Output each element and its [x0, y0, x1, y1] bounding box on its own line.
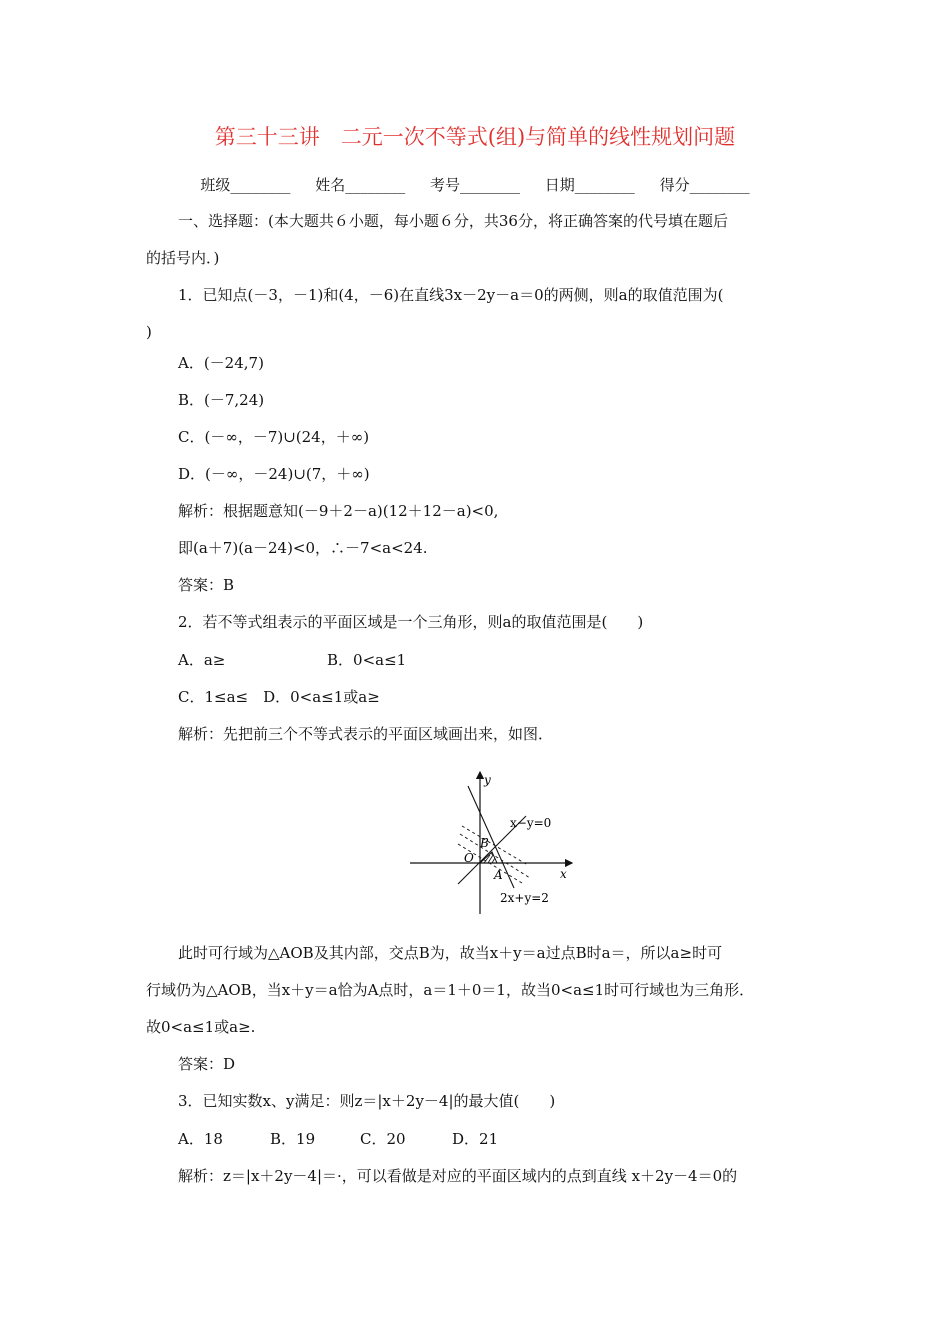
- x-axis-label: x: [560, 867, 567, 881]
- q3-option-c: C．20: [360, 1130, 406, 1148]
- hatch: [492, 858, 495, 863]
- score-field: 得分________: [659, 176, 750, 194]
- y-axis-label: y: [484, 773, 491, 787]
- q2-stem: 2．若不等式组表示的平面区域是一个三角形，则a的取值范围是( ): [178, 613, 644, 631]
- point-b-label: B: [480, 836, 489, 850]
- origin-label: O: [464, 851, 474, 865]
- q2-answer: 答案：D: [178, 1055, 236, 1073]
- line2-label: 2x+y=2: [500, 891, 549, 905]
- point-a-label: A: [494, 868, 503, 882]
- q2-explain-3: 故0<a≤1或a≥.: [146, 1018, 256, 1036]
- region-figure: [400, 766, 585, 916]
- q3-analysis: 解析：z＝|x＋2y－4|＝·，可以看做是对应的平面区域内的点到直线 x＋2y－4＝0的: [178, 1167, 738, 1185]
- q3-option-b: B．19: [270, 1130, 316, 1148]
- q2-explain-2: 行域仍为△AOB，当x＋y＝a恰为A点时，a＝1＋0＝1，故当0<a≤1时可行域也为三角形．: [146, 981, 755, 999]
- q1-option-b: B．(－7,24): [178, 391, 265, 409]
- q3-option-a: A．18: [178, 1130, 223, 1148]
- q1-option-a: A．(－24,7): [178, 354, 264, 372]
- name-field: 姓名________: [315, 176, 406, 194]
- page-title: 第三十三讲 二元一次不等式(组)与简单的线性规划问题: [214, 125, 736, 149]
- q1-option-d: D．(－∞，－24)∪(7，＋∞): [178, 465, 370, 483]
- q3-stem: 3．已知实数x、y满足：则z＝|x＋2y－4|的最大值( ): [178, 1092, 556, 1110]
- line1-label: x−y=0: [510, 816, 552, 830]
- q1-answer: 答案：B: [178, 576, 235, 594]
- q2-analysis: 解析：先把前三个不等式表示的平面区域画出来，如图．: [178, 725, 554, 743]
- exam-number-field: 考号________: [429, 176, 520, 194]
- q1-analysis-cont: 即(a＋7)(a－24)<0，∴－7<a<24.: [178, 539, 428, 557]
- student-info-row: [0, 174, 950, 195]
- section-heading: 一、选择题：(本大题共６小题，每小题６分，共36分，将正确答案的代号填在题后: [178, 212, 728, 230]
- q2-option-c-d: C．1≤a≤ D．0<a≤1或a≥: [178, 688, 380, 706]
- section-heading-cont: 的括号内．): [146, 249, 220, 267]
- class-field: 班级________: [200, 176, 291, 194]
- q1-stem: 1．已知点(－3，－1)和(4，－6)在直线3x－2y－a＝0的两侧，则a的取值范围为(: [178, 286, 724, 304]
- q2-explain-1: 此时可行域为△AOB及其内部，交点B为，故当x＋y＝a过点B时a＝，所以a≥时可: [178, 944, 723, 962]
- q1-option-c: C．(－∞，－7)∪(24，＋∞): [178, 428, 370, 446]
- q1-analysis: 解析：根据题意知(－9＋2－a)(12＋12－a)<0,: [178, 502, 499, 520]
- date-field: 日期________: [544, 176, 635, 194]
- q2-option-b: B．0<a≤1: [327, 651, 407, 669]
- line-2x-plus-y: [468, 786, 514, 888]
- q2-option-a: A．a≥: [178, 651, 226, 669]
- q1-stem-cont: ): [146, 323, 152, 341]
- q3-option-d: D．21: [452, 1130, 499, 1148]
